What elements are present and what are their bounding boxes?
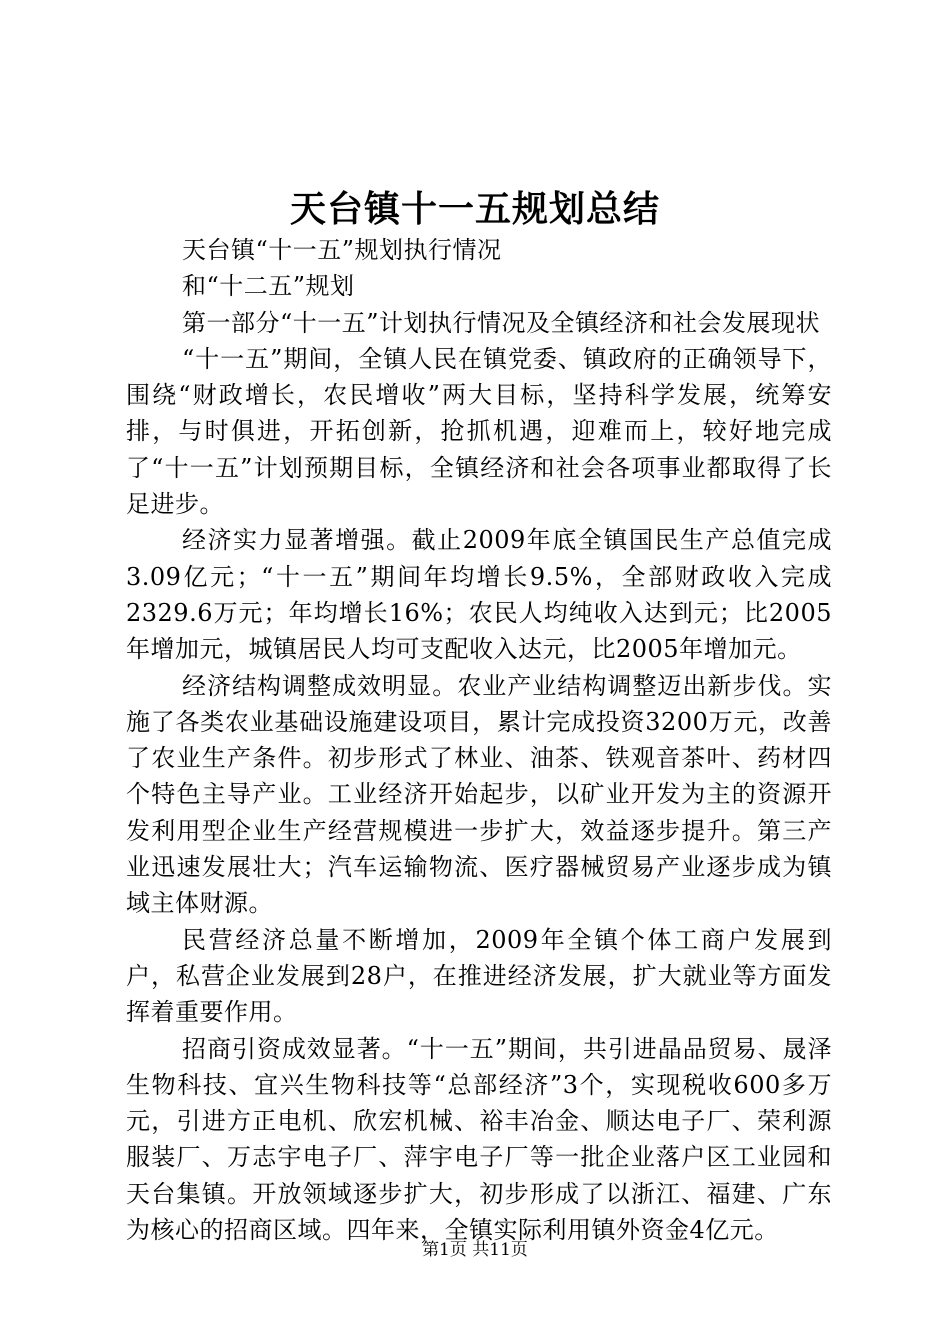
paragraph: 民营经济总量不断增加，2009年全镇个体工商户发展到户，私营企业发展到28户，在推进经济发展，扩大就业等方面发挥着重要作用。 [126, 925, 832, 1027]
section-heading: 第一部分“十一五”计划执行情况及全镇经济和社会发展现状 [182, 308, 821, 337]
subtitle-line-2: 和“十二五”规划 [182, 272, 355, 301]
paragraph: 招商引资成效显著。“十一五”期间，共引进晶品贸易、晟泽生物科技、宜兴生物科技等“总部经济”3个，实现税收600多万元，引进方正电机、欣宏机械、裕丰冶金、顺达电子厂、荣利源服装厂、万志宇电子厂、萍宇电子厂等一批企业落户区工业园和天台集镇。开放领域逐步扩大，初步形成了以浙江、福建、广东为核心的招商区域。四年来，全镇实际利用镇外资金4亿元。 [126, 1034, 832, 1245]
document-title: 天台镇十一五规划总结 [289, 188, 660, 230]
subtitle-line-1: 天台镇“十一五”规划执行情况 [182, 236, 502, 264]
paragraph: “十一五”期间，全镇人民在镇党委、镇政府的正确领导下，围绕“财政增长，农民增收”两大目标，坚持科学发展，统筹安排，与时俱进，开拓创新，抢抓机遇，迎难而上，较好地完成了“十一五”计划预期目标，全镇经济和社会各项事业都取得了长足进步。 [126, 344, 832, 519]
document-body [126, 232, 832, 1248]
paragraph: 经济实力显著增强。截止2009年底全镇国民生产总值完成3.09亿元；“十一五”期间年均增长9.5%，全部财政收入完成2329.6万元；年均增长16%；农民人均纯收入达到元；比2005年增加元，城镇居民人均可支配收入达元，比2005年增加元。 [126, 526, 832, 664]
paragraph: 经济结构调整成效明显。农业产业结构调整迈出新步伐。实施了各类农业基础设施建设项目，累计完成投资3200万元，改善了农业生产条件。初步形式了林业、油茶、铁观音茶叶、药材四个特色主导产业。工业经济开始起步，以矿业开发为主的资源开发利用型企业生产经营规模进一步扩大，效益逐步提升。第三产业迅速发展壮大；汽车运输物流、医疗器械贸易产业逐步成为镇域主体财源。 [126, 671, 832, 918]
page-number: 第1页 共11页 [422, 1240, 528, 1260]
